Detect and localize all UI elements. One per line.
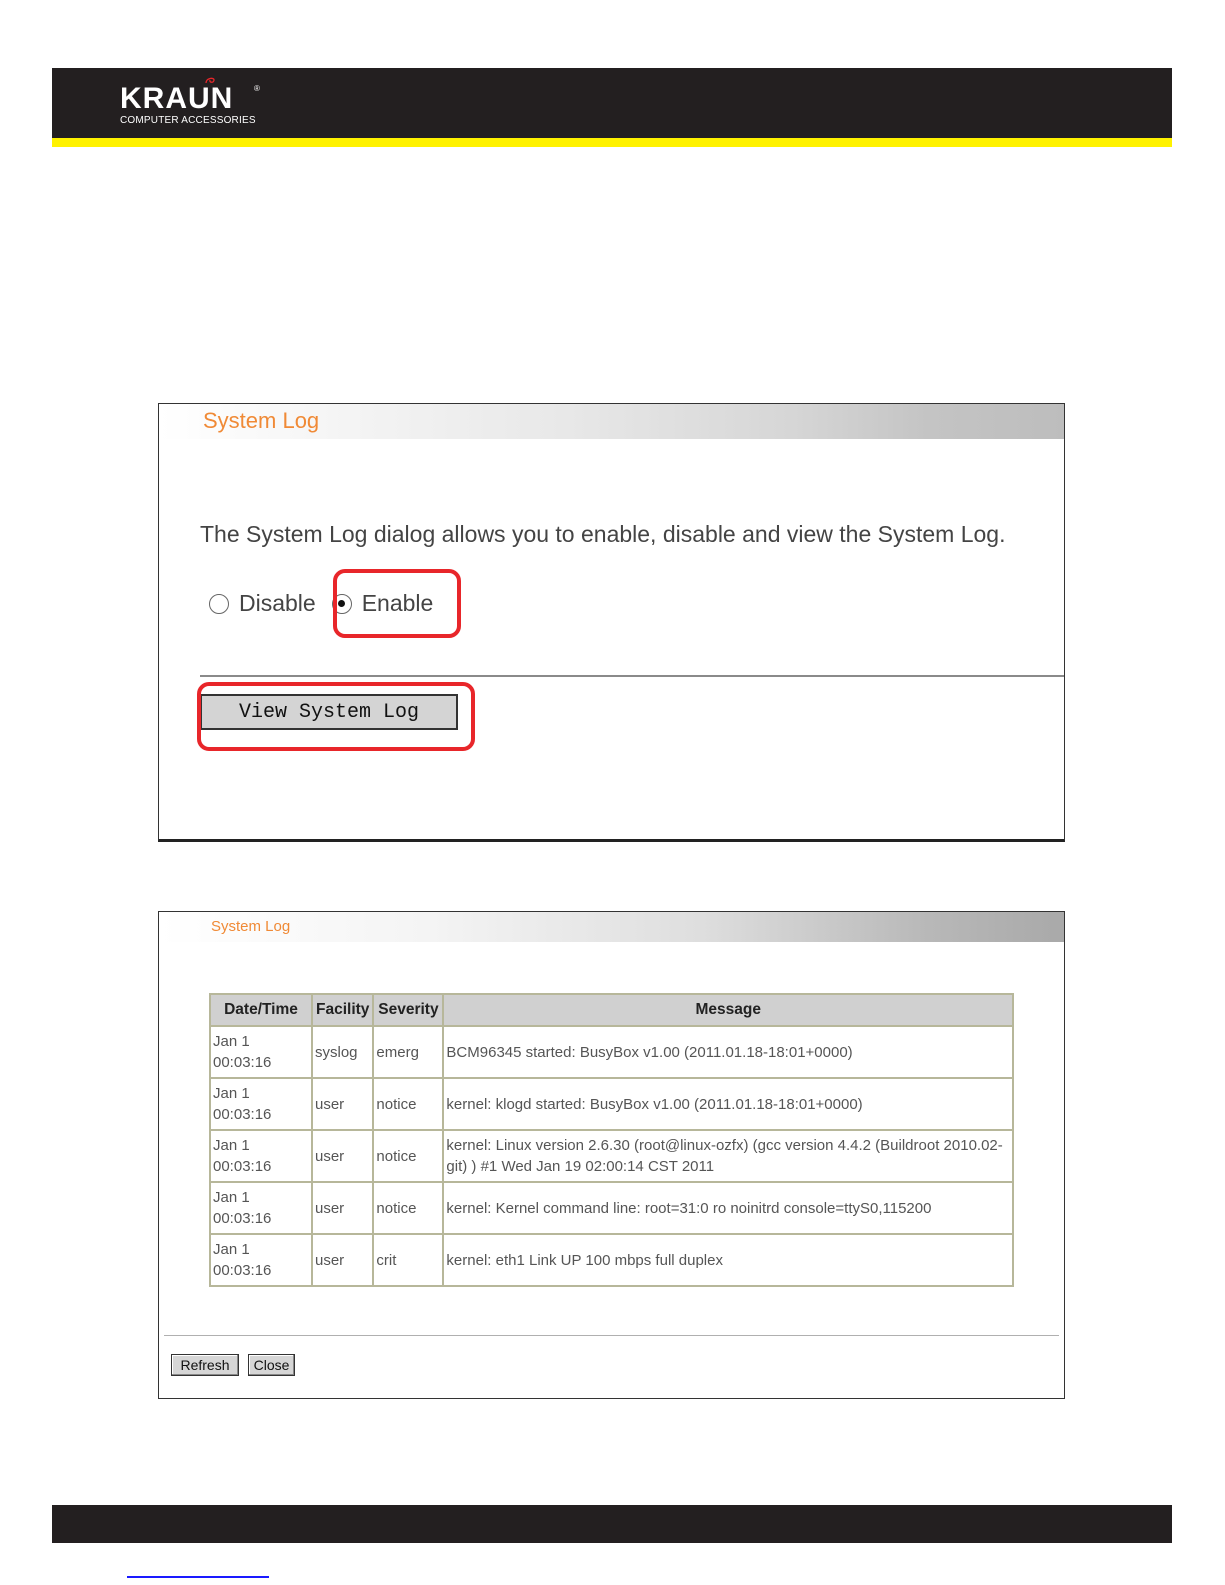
logo-tagline: COMPUTER ACCESSORIES xyxy=(120,115,256,126)
column-header-message: Message xyxy=(443,994,1013,1026)
logo-swirl-icon xyxy=(204,75,216,85)
cell-date: Jan 1 xyxy=(213,1189,250,1206)
cell-message: kernel: eth1 Link UP 100 mbps full duplex xyxy=(443,1234,1013,1286)
table-header-row xyxy=(210,994,1013,1026)
system-log-viewer-panel xyxy=(158,911,1065,1399)
cell-severity: crit xyxy=(373,1234,443,1286)
table-row xyxy=(210,1026,1013,1078)
close-button[interactable]: Close xyxy=(248,1354,295,1376)
divider xyxy=(200,675,1064,677)
column-header-facility: Facility xyxy=(312,994,373,1026)
table-row xyxy=(210,1078,1013,1130)
cell-facility: user xyxy=(312,1182,373,1234)
cell-datetime xyxy=(210,1130,312,1182)
footer-link-underline[interactable] xyxy=(127,1576,269,1578)
panel-description: The System Log dialog allows you to enable, disable and view the System Log. xyxy=(200,521,1006,547)
cell-message: kernel: Linux version 2.6.30 (root@linux-ozfx) (gcc version 4.4.2 (Buildroot 2010.02-git) ) #1 Wed Jan 19 02:00:14 CST 2011 xyxy=(443,1130,1013,1182)
system-log-table xyxy=(209,993,1014,1287)
cell-message: kernel: klogd started: BusyBox v1.00 (2011.01.18-18:01+0000) xyxy=(443,1078,1013,1130)
cell-date: Jan 1 xyxy=(213,1241,250,1258)
cell-severity: emerg xyxy=(373,1026,443,1078)
system-log-settings-panel xyxy=(158,403,1065,842)
cell-time: 00:03:16 xyxy=(213,1106,272,1123)
cell-severity: notice xyxy=(373,1182,443,1234)
cell-facility: user xyxy=(312,1234,373,1286)
cell-time: 00:03:16 xyxy=(213,1158,272,1175)
column-header-datetime: Date/Time xyxy=(210,994,312,1026)
radio-disable-label[interactable]: Disable xyxy=(239,590,316,616)
panel-title: System Log xyxy=(203,408,320,433)
cell-date: Jan 1 xyxy=(213,1085,250,1102)
cell-time: 00:03:16 xyxy=(213,1210,272,1227)
view-system-log-button[interactable]: View System Log xyxy=(200,694,458,730)
cell-severity: notice xyxy=(373,1130,443,1182)
column-header-severity: Severity xyxy=(373,994,443,1026)
cell-datetime xyxy=(210,1078,312,1130)
radio-disable[interactable] xyxy=(209,594,229,614)
cell-facility: user xyxy=(312,1130,373,1182)
cell-date: Jan 1 xyxy=(213,1033,250,1050)
cell-datetime xyxy=(210,1234,312,1286)
panel-titlebar xyxy=(159,404,1064,439)
radio-enable-label[interactable]: Enable xyxy=(361,590,434,616)
table-row xyxy=(210,1182,1013,1234)
cell-message: BCM96345 started: BusyBox v1.00 (2011.01.18-18:01+0000) xyxy=(443,1026,1013,1078)
divider xyxy=(164,1335,1059,1336)
table-row xyxy=(210,1234,1013,1286)
enable-highlight-annotation xyxy=(333,569,461,638)
logo-registered-mark: ® xyxy=(254,84,260,93)
cell-datetime xyxy=(210,1182,312,1234)
panel-titlebar xyxy=(159,912,1064,942)
view-button-highlight-annotation xyxy=(197,682,475,751)
panel-title: System Log xyxy=(211,918,291,935)
refresh-button[interactable]: Refresh xyxy=(171,1354,239,1376)
cell-facility: syslog xyxy=(312,1026,373,1078)
logo-wordmark: KRAUN xyxy=(120,82,234,115)
cell-time: 00:03:16 xyxy=(213,1054,272,1071)
header-yellow-stripe xyxy=(52,138,1172,147)
cell-severity: notice xyxy=(373,1078,443,1130)
cell-facility: user xyxy=(312,1078,373,1130)
cell-message: kernel: Kernel command line: root=31:0 ro noinitrd console=ttyS0,115200 xyxy=(443,1182,1013,1234)
brand-logo xyxy=(120,82,260,126)
cell-datetime xyxy=(210,1026,312,1078)
table-row xyxy=(210,1130,1013,1182)
cell-date: Jan 1 xyxy=(213,1137,250,1154)
cell-time: 00:03:16 xyxy=(213,1262,272,1279)
footer-banner xyxy=(52,1505,1172,1543)
